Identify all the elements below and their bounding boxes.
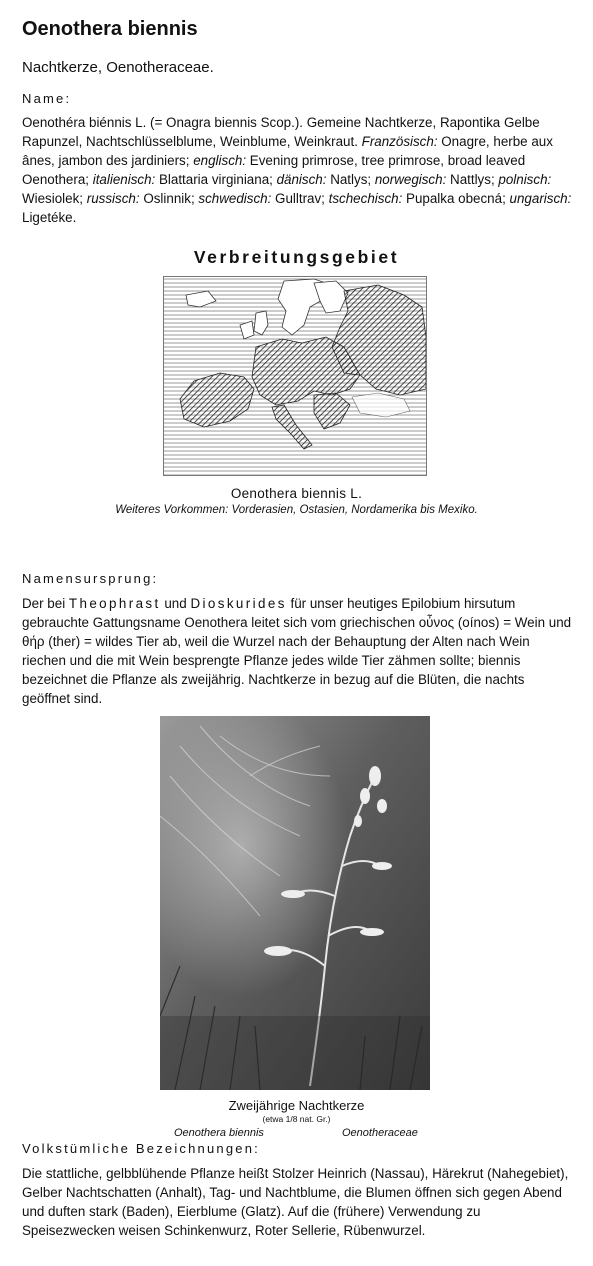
- name-heading: Name:: [22, 91, 72, 106]
- photo-latin-name: Oenothera biennis: [174, 1127, 264, 1139]
- distribution-map: [163, 276, 427, 476]
- author-theophrast: Theophrast: [68, 596, 161, 611]
- map-caption: Oenothera biennis L.: [230, 486, 363, 501]
- distribution-heading: Verbreitungsgebiet: [193, 247, 400, 267]
- origin-heading: Namensursprung:: [22, 571, 159, 586]
- author-dioskurides: Dioskurides: [190, 596, 287, 611]
- page-title: Oenothera biennis: [22, 18, 198, 40]
- origin-paragraph: Der bei Theophrast und Dioskurides für unser heutiges Epilobium hirsutum gebrauchte Gattungsname Oenothera leitet sich vom griechischen οὖνος (oínos) = Wein und θήρ (ther) = wildes Tier ab, weil die Wurzel nach der Behauptung der Alten nach Wein riechen und die mit Wein besprengte Pflanze jedes wilde Tier zähmen sollte; biennis bezeichnet die Pflanze als zweijährig. Nachtkerze in bezug auf die Blüten, die nachts geöffnet sind.: [22, 596, 572, 706]
- folk-heading: Volkstümliche Bezeichnungen:: [22, 1141, 260, 1156]
- photo-caption: Zweijährige Nachtkerze: [228, 1098, 365, 1113]
- photo-family: Oenotheraceae: [342, 1127, 418, 1139]
- photo-scale: (etwa 1/8 nat. Gr.): [262, 1114, 331, 1124]
- name-paragraph: Oenothéra biénnis L. (= Onagra biennis Scop.). Gemeine Nachtkerze, Rapontika Gelbe Rapunzel, Nachtschlüsselblume, Weinblume, Weinkraut. Französisch: Onagre, herbe aux ânes, jambon des jardiniers; englisch: Evening primrose, tree primrose, broad leaved Oenothera; italienisch: Blattaria virginiana; dänisch: Natlys; norwegisch: Nattlys; polnisch: Wiesiolek; russisch: Oslinnik; schwedisch: Gulltrav; tschechisch: Pupalka obecná; ungarisch: Ligetéke.: [22, 115, 572, 225]
- folk-paragraph: Die stattliche, gelbblühende Pflanze heißt Stolzer Heinrich (Nassau), Härekrut (Nahegebiet), Gelber Nachtschatten (Anhalt), Tag- und Nachtblume, die Blumen öffnen sich gegen Abend und duften stark (Baden), Eierblume (Glatz). Auf die (frühere) Verwendung zu Speisezwecken weisen Schinkenwurz, Roter Sellerie, Rübenwurzel.: [22, 1166, 569, 1238]
- plant-photo: [160, 716, 430, 1090]
- page-subtitle: Nachtkerze, Oenotheraceae.: [22, 59, 214, 76]
- map-note: Weiteres Vorkommen: Vorderasien, Ostasien, Nordamerika bis Mexiko.: [115, 504, 478, 516]
